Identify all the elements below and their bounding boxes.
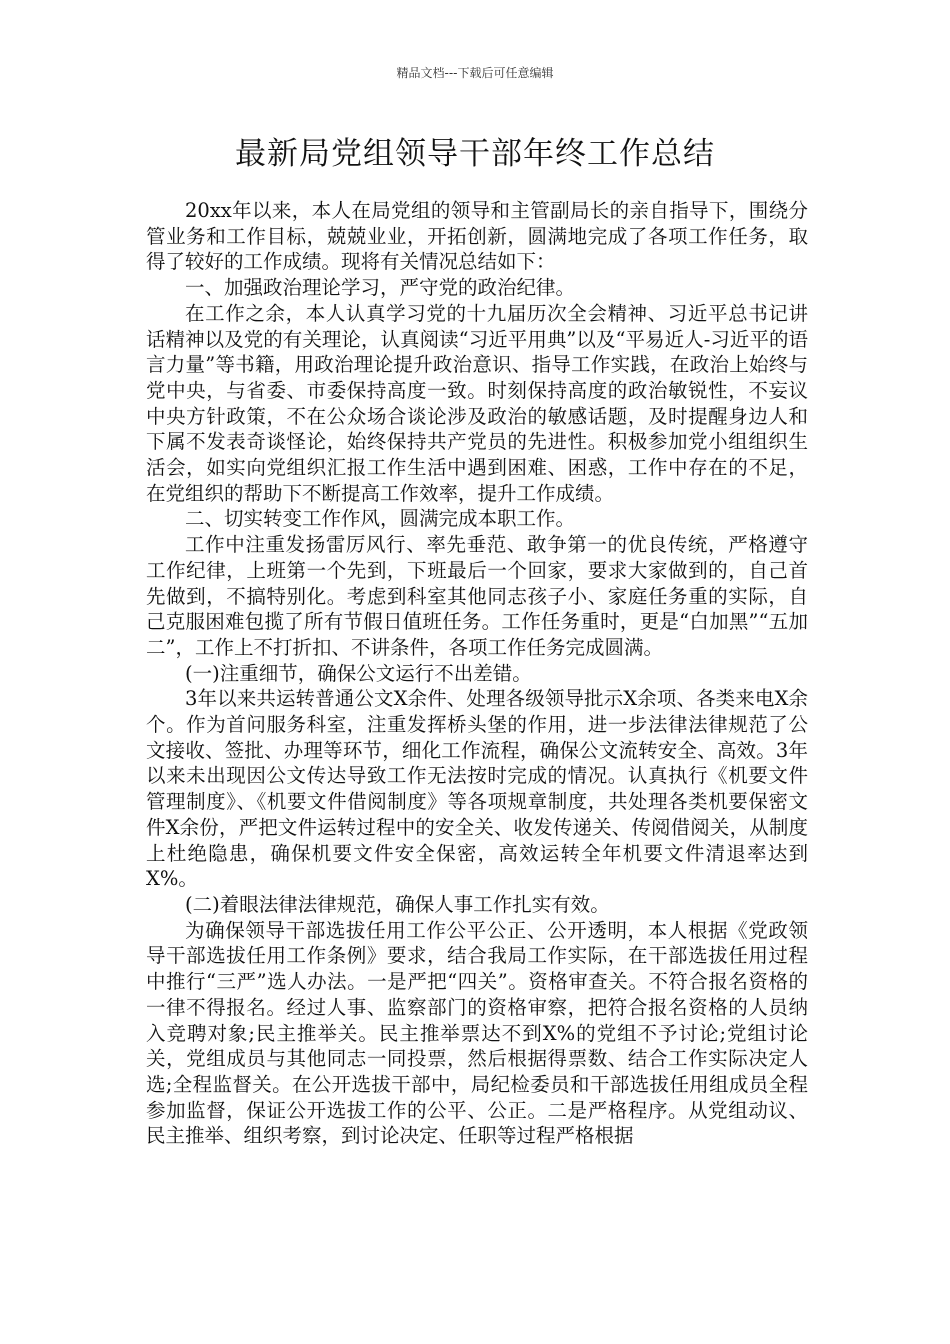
subsection-heading-2: (二)着眼法律法律规范，确保人事工作扎实有效。: [185, 892, 610, 916]
paragraph-intro: 20xx年以来，本人在局党组的领导和主管副局长的亲自指导下，围绕分管业务和工作目标，兢兢业业，开拓创新，圆满地完成了各项工作任务，取得了较好的工作成绩。现将有关情况总结如下：: [146, 199, 808, 274]
header-note: 精品文档---下载后可任意编辑: [396, 66, 554, 80]
paragraph-political-study: 在工作之余，本人认真学习党的十九届历次全会精神、习近平总书记讲话精神以及党的有关理论，认真阅读“习近平用典”以及“平易近人-习近平的语言力量”等书籍，用政治理论提升政治意识、指导工作实践，在政治上始终与党中央，与省委、市委保持高度一致。时刻保持高度的政治敏锐性，不妄议中央方针政策，不在公众场合谈论涉及政治的敏感话题，及时提醒身边人和下属不发表奇谈怪论，始终保持共产党员的先进性。积极参加党小组组织生活会，如实向党组织汇报工作生活中遇到困难、困惑，工作中存在的不足，在党组织的帮助下不断提高工作效率，提升工作成绩。: [146, 301, 808, 505]
section-heading-2: 二、切实转变工作作风，圆满完成本职工作。: [185, 507, 576, 531]
section-heading-1: 一、加强政治理论学习，严守党的政治纪律。: [185, 276, 576, 300]
paragraph-work-style: 工作中注重发扬雷厉风行、率先垂范、敢争第一的优良传统，严格遵守工作纪律，上班第一个先到，下班最后一个回家，要求大家做到的，自己首先做到，不搞特别化。考虑到科室其他同志孩子小、家庭任务重的实际，自己克服困难包揽了所有节假日值班任务。工作任务重时，更是“白加黑”“五加二”，工作上不打折扣、不讲条件，各项工作任务完成圆满。: [146, 533, 808, 659]
subsection-heading-1: (一)注重细节，确保公文运行不出差错。: [185, 661, 532, 685]
document-title: 最新局党组领导干部年终工作总结: [235, 136, 715, 172]
paragraph-personnel: 为确保领导干部选拔任用工作公平公正、公开透明，本人根据《党政领导干部选拔任用工作条例》要求，结合我局工作实际，在干部选拔任用过程中推行“三严”选人办法。一是严把“四关”。资格审查关。不符合报名资格的一律不得报名。经过人事、监察部门的资格审察，把符合报名资格的人员纳入竞聘对象;民主推举关。民主推举票达不到X%的党组不予讨论;党组讨论关，党组成员与其他同志一同投票，然后根据得票数、结合工作实际决定人选;全程监督关。在公开选拔干部中，局纪检委员和干部选拔任用组成员全程参加监督，保证公开选拔工作的公平、公正。二是严格程序。从党组动议、民主推举、组织考察，到讨论决定、任职等过程严格根据: [146, 918, 808, 1148]
document-body: [146, 198, 808, 1149]
paragraph-documents: 3年以来共运转普通公文X余件、处理各级领导批示X余项、各类来电X余个。作为首问服务科室，注重发挥桥头堡的作用，进一步法律法律规范了公文接收、签批、办理等环节，细化工作流程，确保公文流转安全、高效。3年以来未出现因公文传达导致工作无法按时完成的情况。认真执行《机要文件管理制度》、《机要文件借阅制度》等各项规章制度，共处理各类机要保密文件X余份，严把文件运转过程中的安全关、收发传递关、传阅借阅关，从制度上杜绝隐患，确保机要文件安全保密，高效运转全年机要文件清退率达到X%。: [146, 687, 808, 891]
